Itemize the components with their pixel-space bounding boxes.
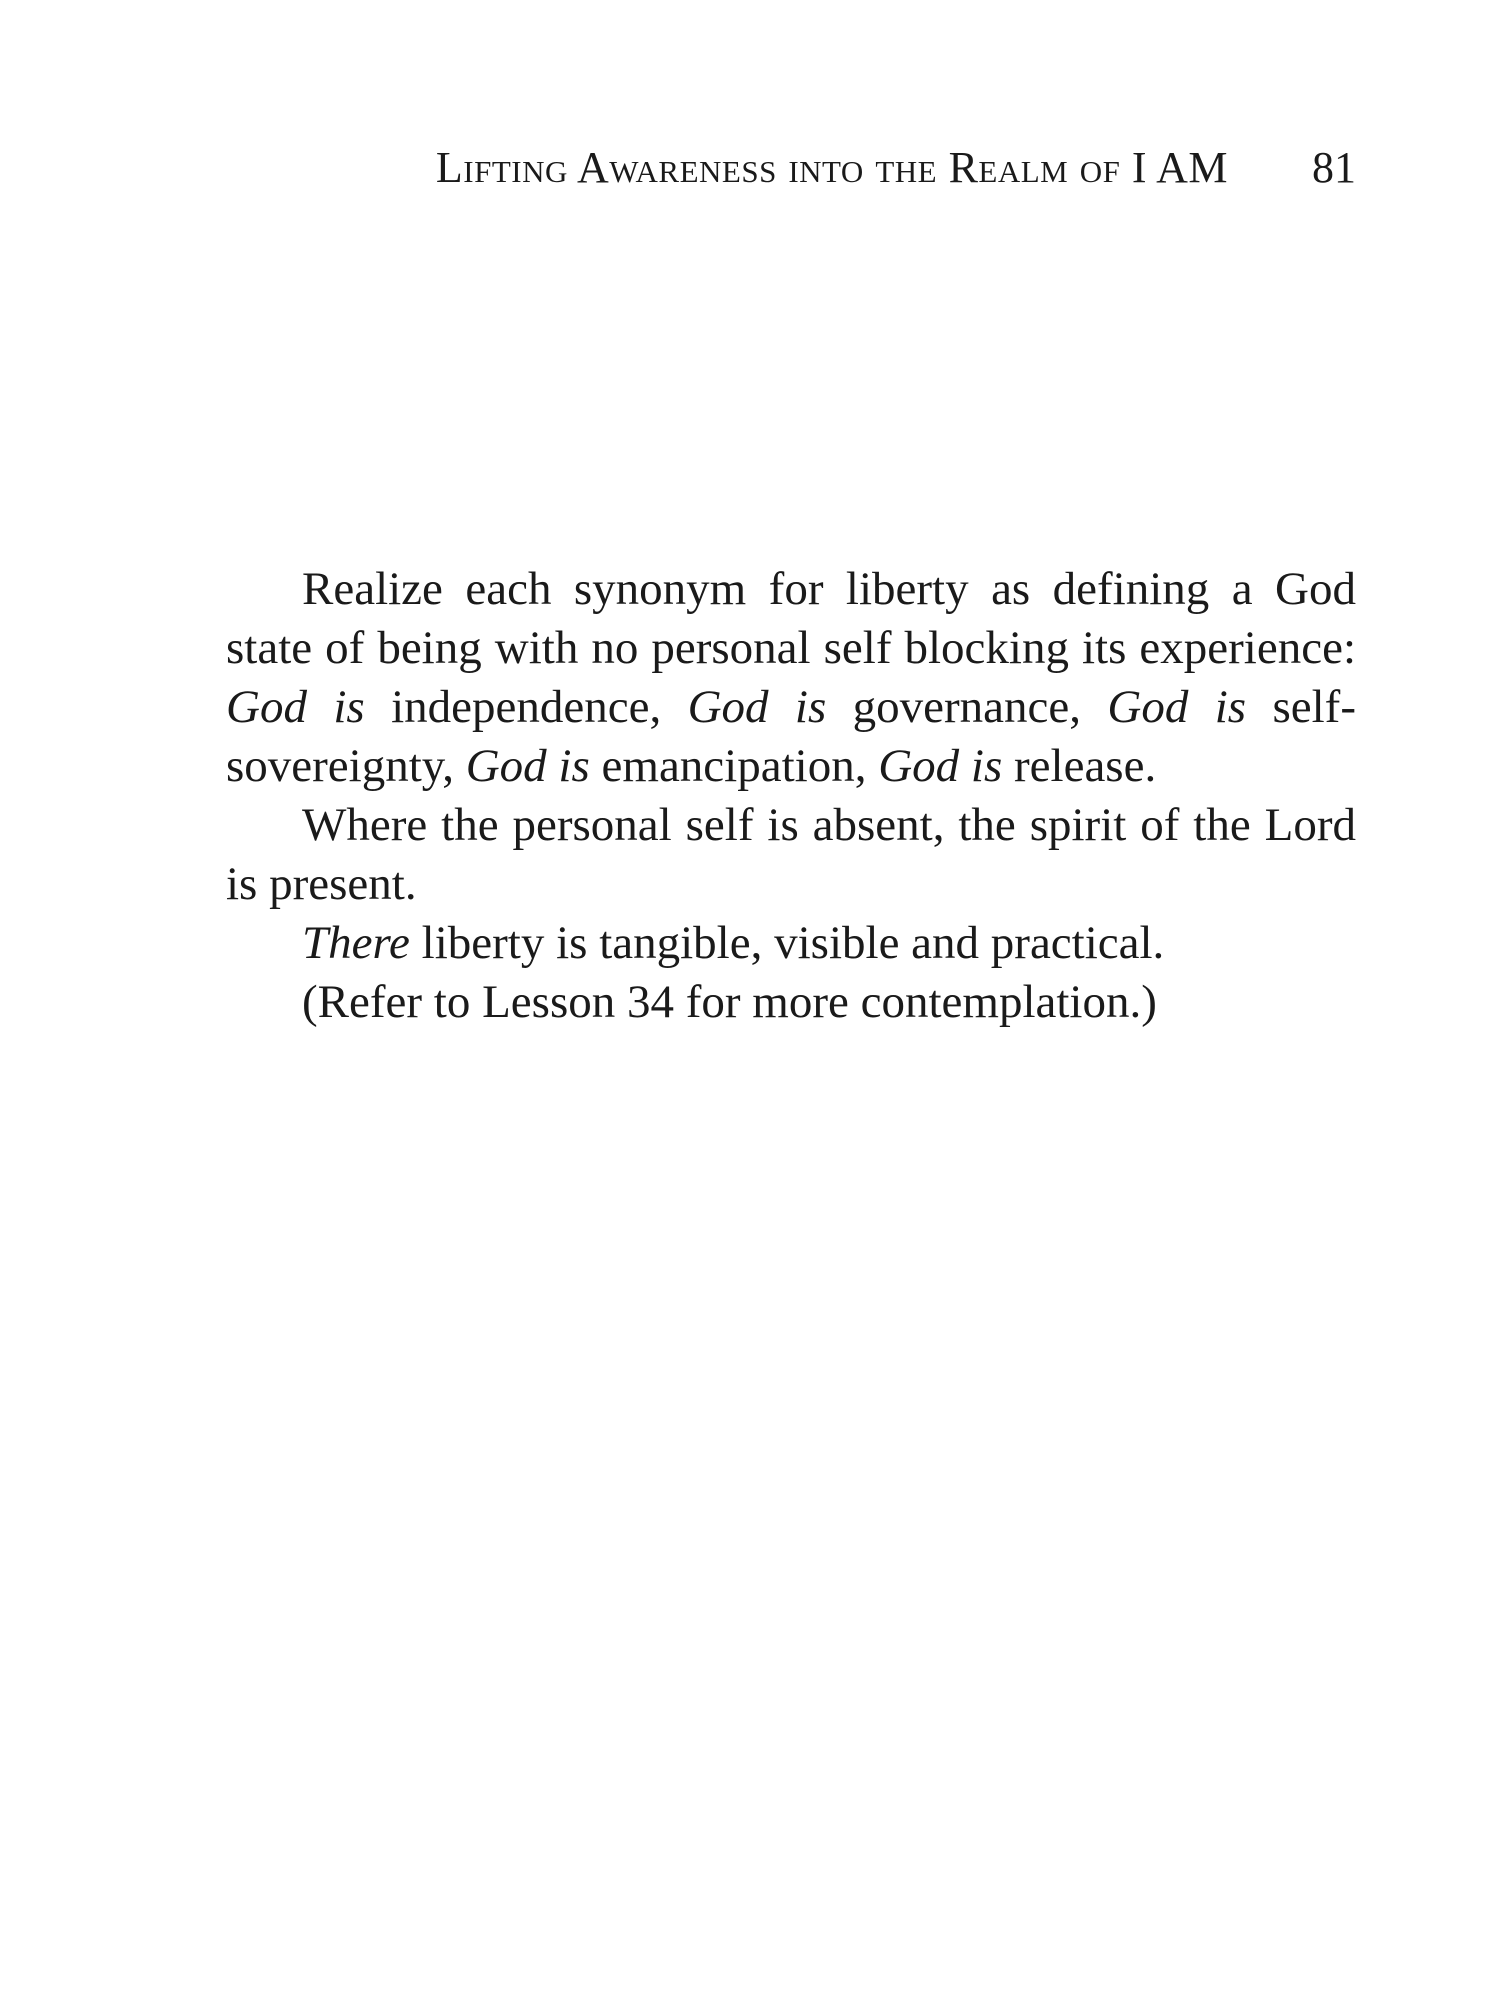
text-segment: Where the personal self is absent, the spirit of the Lord is present.: [226, 799, 1356, 910]
page-number: 81: [1312, 143, 1356, 192]
text-segment: independence,: [364, 681, 688, 733]
italic-segment: There: [302, 917, 410, 969]
text-segment: self-sovereignty,: [226, 681, 1356, 792]
text-segment: (Refer to Lesson 34 for more contemplation.): [302, 976, 1157, 1028]
paragraph-2: [226, 796, 1356, 914]
paragraph-4: [226, 973, 1356, 1032]
italic-segment: God is: [226, 681, 365, 733]
paragraph-1: [226, 560, 1356, 796]
body-text: [226, 560, 1356, 1032]
text-segment: Realize each synonym for liberty as defining a God state of being with no personal self blocking its experience:: [226, 563, 1356, 674]
paragraph-3: [226, 914, 1356, 973]
italic-segment: God is: [878, 740, 1003, 792]
italic-segment: God is: [687, 681, 827, 733]
italic-segment: God is: [1107, 681, 1247, 733]
text-segment: emancipation,: [589, 740, 879, 792]
text-segment: release.: [1002, 740, 1157, 792]
running-head-title: Lifting Awareness into the Realm of I AM: [435, 143, 1228, 192]
italic-segment: God is: [465, 740, 590, 792]
text-segment: liberty is tangible, visible and practical.: [409, 917, 1165, 969]
running-head: [226, 142, 1356, 202]
text-segment: governance,: [826, 681, 1108, 733]
